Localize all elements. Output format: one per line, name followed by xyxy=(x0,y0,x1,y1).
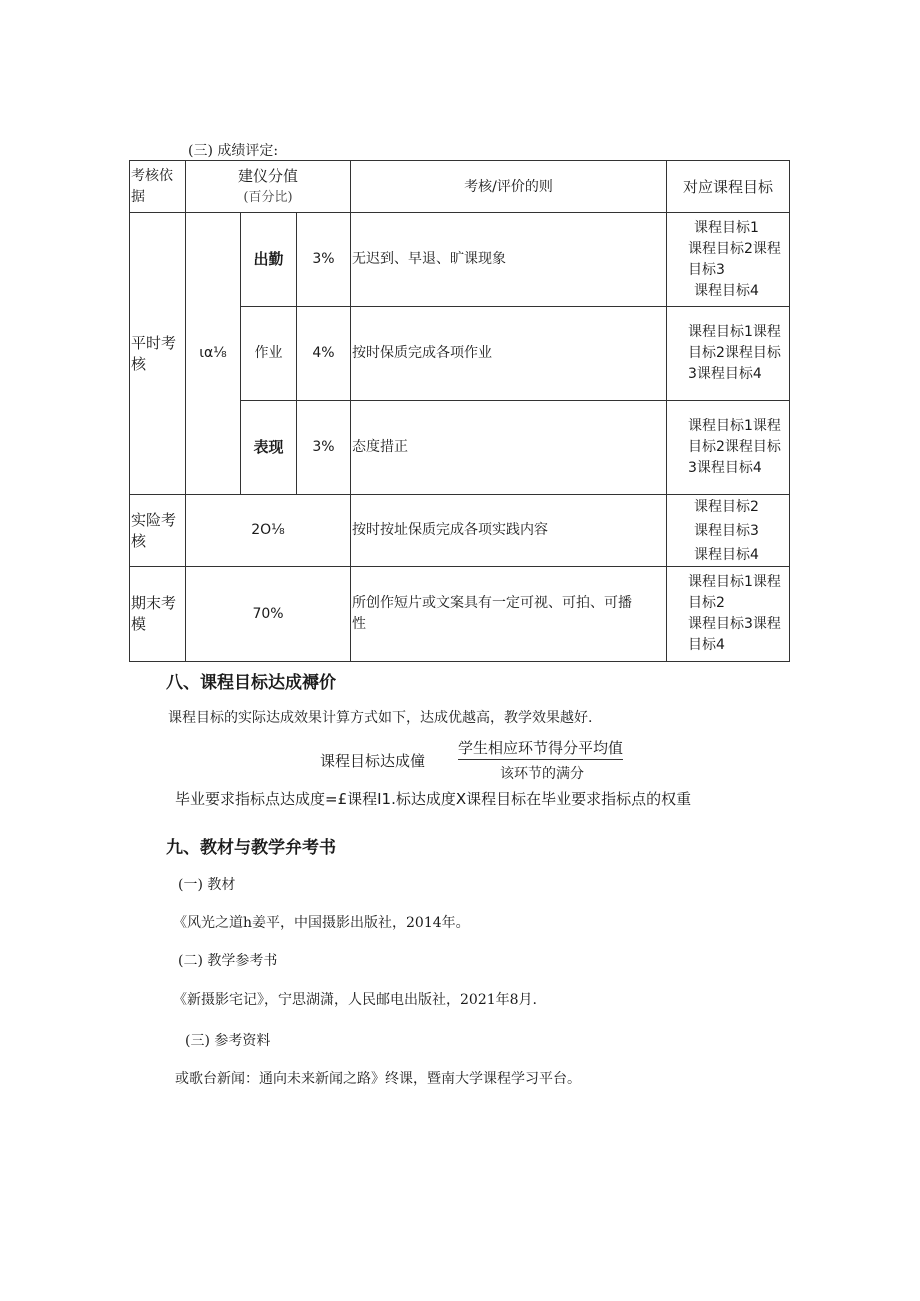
materials-entry: 或歌台新闻：通向未来新闻之路》终课，暨南大学课程学习平台。 xyxy=(175,1071,581,1087)
usual-label: 平时考 核 xyxy=(131,333,177,373)
item-performance-criteria: 态度措正 xyxy=(352,439,408,455)
final-label: 期末考 模 xyxy=(131,594,177,633)
lab-label: 实险考 核 xyxy=(131,510,177,550)
reference-subheading: (二) 教学参考书 xyxy=(178,953,278,969)
reference-entry: 《新摄影宅记》，宁思湖潇，人民邮电出版社，2021年8月. xyxy=(173,992,537,1008)
graduation-formula: 毕业要求指标点达成度=£课程I1.标达成度X课程目标在毕业要求指标点的权重 xyxy=(175,790,692,808)
final-pct: 70% xyxy=(252,605,284,622)
item-performance-goals: 课程目标1课程 目标2课程目标 3课程目标4 xyxy=(688,418,781,476)
formula-label: 课程目标达成僮 xyxy=(320,752,426,770)
item-attendance-name: 出勤 xyxy=(253,250,284,268)
item-performance-name: 表现 xyxy=(253,438,284,456)
section8-heading: 八、课程目标达成褥价 xyxy=(166,673,336,693)
textbook-subheading: (一) 教材 xyxy=(178,877,236,893)
item-attendance-goals: 课程目标1 课程目标2课程 目标3 课程目标4 xyxy=(688,219,781,299)
formula-denominator: 该环节的满分 xyxy=(500,766,584,782)
item-homework-name: 作业 xyxy=(254,345,283,361)
header-basis: 考核依 据 xyxy=(131,168,173,205)
final-criteria: 所创作短片或文案具有一定可视、可拍、可播 性 xyxy=(352,595,632,632)
header-criteria: 考核/评价的则 xyxy=(464,178,553,195)
textbook-entry: 《风光之道h姜平，中国摄影出版社，2014年。 xyxy=(173,915,470,931)
lab-pct: 2O⅛ xyxy=(251,522,285,538)
section8-intro: 课程目标的实际达成效果计算方式如下，达成优越高，教学效果越好. xyxy=(168,710,593,726)
grading-subtitle: (三) 成绩评定: xyxy=(188,143,279,159)
lab-criteria: 按时按址保质完成各项实践内容 xyxy=(352,522,548,538)
item-homework-pct: 4% xyxy=(312,345,335,361)
header-score: 建仪分值 (百分比) xyxy=(237,167,298,205)
final-goals: 课程目标1课程 目标2 课程目标3课程 目标4 xyxy=(688,574,781,653)
materials-subheading: (三) 参考资料 xyxy=(185,1033,271,1049)
formula-numerator: 学生相应环节得分平均值 xyxy=(458,737,623,760)
item-homework-criteria: 按时保质完成各项作业 xyxy=(352,345,492,361)
header-goals: 对应课程目标 xyxy=(682,177,773,196)
item-homework-goals: 课程目标1课程 目标2课程目标 3课程目标4 xyxy=(688,324,781,382)
usual-total: ια⅛ xyxy=(199,345,227,361)
item-attendance-criteria: 无迟到、早退、旷课现象 xyxy=(352,251,506,267)
item-performance-pct: 3% xyxy=(312,439,335,455)
item-attendance-pct: 3% xyxy=(312,251,335,267)
lab-goals: 课程目标2 课程目标3 课程目标4 xyxy=(694,499,759,563)
section9-heading: 九、教材与教学弁考书 xyxy=(166,838,336,858)
